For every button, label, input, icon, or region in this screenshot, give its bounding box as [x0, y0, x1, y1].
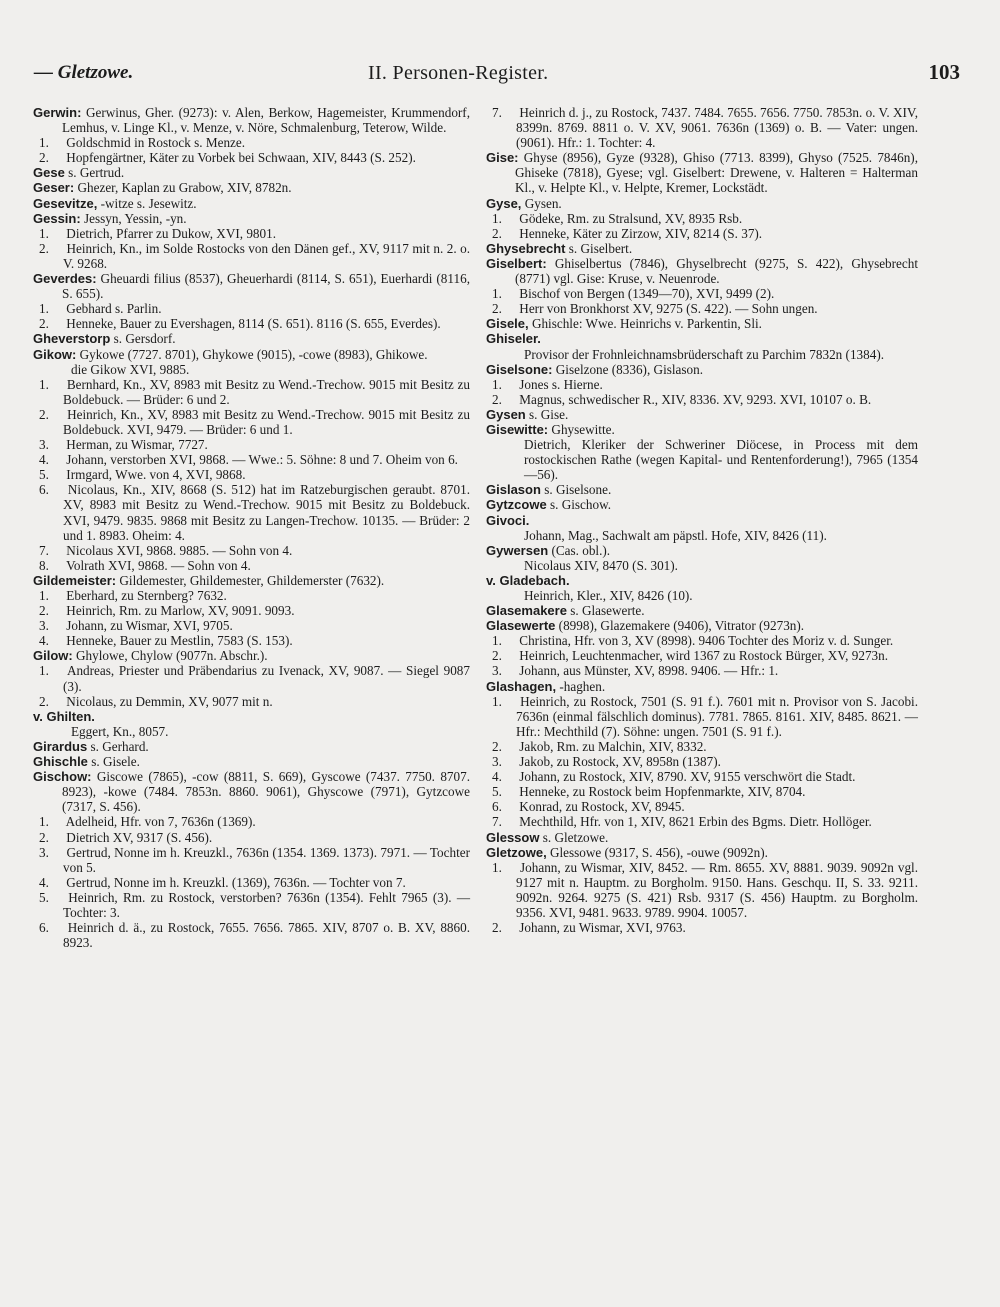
- subentry-number: 1.: [492, 859, 502, 875]
- register-entry: [486, 497, 918, 512]
- subentry-text: Jakob, zu Rostock, XV, 8958n (1387).: [519, 754, 721, 770]
- subentry-number: 2.: [492, 391, 502, 407]
- register-entry: [33, 347, 470, 573]
- entry-heading: [33, 211, 470, 226]
- subentry-number: 7.: [492, 814, 502, 830]
- entry-variants: Ghyse (8956), Gyze (9328), Ghiso (7713. 8399), Ghyso (7525. 7846n), Ghiseke (7818), Gyese; vgl. Giselbert: Drewene, v. Halteren = Halterman Kl., v. Helpte Kl., v. Helpte, Kremer, Lockstädt.: [515, 150, 918, 196]
- subentry: [33, 890, 470, 920]
- entry-headword: Gywersen: [486, 542, 549, 558]
- entry-note: Nicolaus XIV, 8470 (S. 301).: [524, 557, 678, 573]
- subentry-number: 4.: [39, 874, 49, 890]
- entry-heading: [33, 769, 470, 814]
- subentry-text: Johann, zu Wismar, XIV, 8452. — Rm. 8655. XV, 8881. 9039. 9092n vgl. 9127 mit n. Hauptm. zu Borgholm. 9150. Hans. Geschqu. II, S. 33. 9211. 9092n. 9264. 9275 (S. 421) Rsb. 9317 (S. 456) Hauptm. zu Borgholm. 9356. XVI, 9481. 9633. 9789. 9904. 10057.: [516, 859, 919, 920]
- register-entry: [486, 830, 918, 845]
- subentry-number: 8.: [39, 557, 49, 573]
- register-entry: [486, 316, 918, 331]
- subentry-text: Henneke, Käter zu Zirzow, XIV, 8214 (S. 37).: [519, 225, 763, 241]
- register-entry: [33, 648, 470, 708]
- entry-variants: (Cas. obl.).: [548, 542, 611, 558]
- subentry: [33, 135, 470, 150]
- subentry: [33, 814, 470, 829]
- running-head-title: II. Personen-Register.: [368, 62, 549, 84]
- subentry-number: 1.: [39, 663, 49, 679]
- entry-headword: v. Gladebach.: [486, 572, 570, 588]
- register-entry: [486, 196, 918, 241]
- entry-heading: [486, 422, 918, 437]
- register-entry: [33, 739, 470, 754]
- subentry: [486, 392, 918, 407]
- entry-heading: [486, 513, 918, 528]
- register-entry: [486, 603, 918, 618]
- subentry-number: 1.: [39, 814, 49, 830]
- subentry-number: 2.: [492, 648, 502, 664]
- entry-heading: [486, 618, 918, 633]
- subentry-number: 5.: [39, 889, 49, 905]
- entry-heading: [486, 241, 918, 256]
- right-column: [486, 105, 918, 935]
- subentry: [33, 482, 470, 542]
- subentry: [486, 860, 918, 920]
- subentry-number: 3.: [492, 754, 502, 770]
- register-entry: [486, 331, 918, 361]
- entry-heading: [33, 709, 470, 724]
- entry-headword: Gilow:: [33, 648, 73, 664]
- subentry-number: 3.: [39, 618, 49, 634]
- entry-heading: [33, 180, 470, 195]
- subentry-text: Dietrich XV, 9317 (S. 456).: [66, 829, 213, 845]
- subentry-number: 3.: [39, 844, 49, 860]
- subentry: [33, 663, 470, 693]
- subentry-number: 4.: [39, 452, 49, 468]
- register-entry: [486, 241, 918, 256]
- subentry: [486, 754, 918, 769]
- subentry-text: Herman, zu Wismar, 7727.: [66, 437, 208, 453]
- entry-headword: Gletzowe,: [486, 844, 547, 860]
- subentry-number: 7.: [39, 542, 49, 558]
- entry-headword: Givoci.: [486, 512, 530, 528]
- register-entry: [33, 769, 470, 950]
- subentry-number: 1.: [39, 225, 49, 241]
- register-entry: [33, 211, 470, 271]
- entry-heading: [33, 347, 470, 362]
- subentry: [33, 633, 470, 648]
- subentry: [486, 105, 918, 150]
- subentry: [33, 558, 470, 573]
- subentry-number: 2.: [492, 225, 502, 241]
- register-entry: [486, 482, 918, 497]
- subentry: [33, 845, 470, 875]
- entry-headword: Ghiseler.: [486, 331, 541, 347]
- subentry-number: 2.: [39, 316, 49, 332]
- entry-headword: Gise:: [486, 150, 519, 166]
- subentry-text: Heinrich, Rm. zu Marlow, XV, 9091. 9093.: [66, 603, 295, 619]
- entry-headword: Gheverstorp: [33, 331, 111, 347]
- subentry: [33, 588, 470, 603]
- entry-headword: Gerwin:: [33, 105, 82, 120]
- entry-variants: Ghiselbertus (7846), Ghyselbrecht (9275, S. 422), Ghysebrecht (8771) vgl. Gise: Kruse, v. Neuenrode.: [515, 255, 918, 287]
- subentry-text: Henneke, Bauer zu Evershagen, 8114 (S. 651). 8116 (S. 655, Everdes).: [66, 316, 441, 332]
- entry-variants: -haghen.: [556, 678, 606, 694]
- entry-variants: s. Gerhard.: [87, 738, 149, 754]
- entry-headword: Gisewitte:: [486, 421, 549, 437]
- subentry-number: 2.: [39, 150, 49, 166]
- register-entry: [33, 196, 470, 211]
- entry-variants: Ghysewitte.: [548, 421, 615, 437]
- entry-headword: Gildemeister:: [33, 572, 117, 588]
- entry-variants: s. Gise.: [525, 406, 569, 422]
- register-entry: [486, 407, 918, 422]
- subentry-number: 1.: [492, 210, 502, 226]
- register-entry: [33, 754, 470, 769]
- subentry: [33, 875, 470, 890]
- subentry-number: 1.: [492, 633, 502, 649]
- subentry: [33, 543, 470, 558]
- register-entry: [486, 362, 918, 407]
- subentry: [33, 377, 470, 407]
- subentry-number: 2.: [39, 693, 49, 709]
- subentry-number: 6.: [492, 799, 502, 815]
- subentry: [486, 633, 918, 648]
- subentry-text: Gödeke, Rm. zu Stralsund, XV, 8935 Rsb.: [519, 210, 743, 226]
- subentry: [486, 211, 918, 226]
- subentry-text: Johann, zu Wismar, XVI, 9705.: [66, 618, 233, 634]
- subentry-text: Johann, verstorben XVI, 9868. — Wwe.: 5. Söhne: 8 und 7. Oheim von 6.: [66, 452, 458, 468]
- subentry-text: Heinrich d. j., zu Rostock, 7437. 7484. 7655. 7656. 7750. 7853n. o. V. XIV, 8399n. 8769. 8811 o. V. XV, 9061. 7636n (1369) o. B. — Vater: ungen. (9061). Hfr.: 1. Tochter: 4.: [516, 105, 919, 151]
- entry-heading: [33, 648, 470, 663]
- subentry-text: Herr von Bronkhorst XV, 9275 (S. 422). — Sohn ungen.: [519, 301, 818, 317]
- subentry: [486, 226, 918, 241]
- entry-headword: Glasewerte: [486, 618, 556, 634]
- entry-headword: Gikow:: [33, 346, 77, 362]
- subentry: [33, 407, 470, 437]
- subentry-number: 2.: [39, 406, 49, 422]
- register-entry: [486, 150, 918, 195]
- subentry-number: 6.: [39, 482, 49, 498]
- subentry-text: Heinrich, Leuchtenmacher, wird 1367 zu Rostock Bürger, XV, 9273n.: [519, 648, 889, 664]
- left-column: [33, 105, 470, 950]
- subentry-text: Nicolaus XVI, 9868. 9885. — Sohn von 4.: [66, 542, 293, 558]
- entry-note: Johann, Mag., Sachwalt am päpstl. Hofe, XIV, 8426 (11).: [524, 527, 827, 543]
- subentry-text: Mechthild, Hfr. von 1, XIV, 8621 Erbin des Bgms. Dietr. Hollöger.: [519, 814, 872, 830]
- entry-headword: Gisele,: [486, 316, 529, 332]
- subentry-text: Adelheid, Hfr. von 7, 7636n (1369).: [65, 814, 256, 830]
- subentry-text: Heinrich, zu Rostock, 7501 (S. 91 f.). 7601 mit n. Provisor von S. Jacobi. 7636n (einmal fälschlich dominus). 7781. 7865. 8161. XIV, 8485. 8621. — Hfr.: Mechthild (7). Söhne: ungen. 7501 (S. 91 f.).: [516, 693, 919, 739]
- subentry-text: Irmgard, Wwe. von 4, XVI, 9868.: [66, 467, 246, 483]
- entry-heading: [33, 165, 470, 180]
- entry-heading: [486, 679, 918, 694]
- register-entry: [33, 573, 470, 648]
- subentry-number: 5.: [492, 784, 502, 800]
- entry-variants: Ghischle: Wwe. Heinrichs v. Parkentin, Sli.: [528, 316, 762, 332]
- subentry: [486, 663, 918, 678]
- subentry: [33, 830, 470, 845]
- entry-headword: Gysen: [486, 406, 526, 422]
- subentry-text: Gertrud, Nonne im h. Kreuzkl., 7636n (1354. 1369. 1373). 7971. — Tochter von 5.: [63, 844, 470, 875]
- subentry-text: Nicolaus, Kn., XIV, 8668 (S. 512) hat im Ratzeburgischen geraubt. 8701. XV, 8983 mit Besitz zu Wend.-Trechow. 9015 mit Besitz zu Boldebuck. XVI, 9479. 9835. 9868 mit Besitz zu Langen-Trechow. 10135. — Brüder: 2 und 1. 8983. Oheim: 4.: [63, 482, 471, 543]
- page-number: 103: [928, 60, 960, 84]
- entry-variants: Gykowe (7727. 8701), Ghykowe (9015), -cowe (8983), Ghikowe.: [76, 346, 428, 362]
- subentry-text: Andreas, Priester und Präbendarius zu Ivenack, XV, 9087. — Siegel 9087 (3).: [63, 663, 470, 694]
- subentry: [486, 694, 918, 739]
- subentry-number: 4.: [492, 769, 502, 785]
- entry-variants: Ghezer, Kaplan zu Grabow, XIV, 8782n.: [74, 180, 292, 196]
- subentry-text: Dietrich, Pfarrer zu Dukow, XVI, 9801.: [66, 225, 277, 241]
- entry-heading: [486, 573, 918, 588]
- subentry-number: 2.: [39, 240, 49, 256]
- entry-variants: s. Gischow.: [546, 497, 612, 513]
- register-entry: [486, 679, 918, 830]
- entry-heading: [486, 150, 918, 195]
- subentry: [33, 618, 470, 633]
- subentry-text: Jakob, Rm. zu Malchin, XIV, 8332.: [519, 738, 707, 754]
- entry-heading: [486, 362, 918, 377]
- entry-variants: -witze s. Jesewitz.: [97, 195, 197, 211]
- entry-headword: Giselbert:: [486, 255, 547, 271]
- register-entry: [33, 165, 470, 180]
- entry-note: die Gikow XVI, 9885.: [71, 361, 190, 377]
- entry-note: Heinrich, Kler., XIV, 8426 (10).: [524, 588, 693, 603]
- register-entry: [486, 845, 918, 936]
- subentry-text: Magnus, schwedischer R., XIV, 8336. XV, 9293. XVI, 10107 o. B.: [519, 391, 872, 407]
- register-entry: [486, 573, 918, 603]
- entry-variants: s. Giselbert.: [565, 240, 633, 256]
- subentry-number: 1.: [39, 135, 49, 151]
- subentry: [486, 301, 918, 316]
- subentry: [33, 241, 470, 271]
- subentry: [33, 694, 470, 709]
- subentry-text: Heinrich, Rm. zu Rostock, verstorben? 7636n (1354). Fehlt 7965 (3). — Tochter: 3.: [63, 889, 471, 920]
- subentry: [486, 814, 918, 829]
- entry-heading: [486, 407, 918, 422]
- subentry-number: 1.: [39, 588, 49, 603]
- subentry-number: 4.: [39, 633, 49, 649]
- subentry-number: 2.: [492, 301, 502, 317]
- entry-note: Dietrich, Kleriker der Schweriner Diöcese, in Process mit dem rostockischen Rathe (wegen Kapital- und Rentenforderung!), 7965 (1354—56).: [524, 437, 918, 483]
- subentry-text: Johann, aus Münster, XV, 8998. 9406. — Hfr.: 1.: [519, 663, 779, 679]
- subentry: [33, 467, 470, 482]
- entry-heading: [486, 830, 918, 845]
- entry-variants: s. Giselsone.: [540, 482, 612, 498]
- entry-heading: [33, 271, 470, 301]
- subentry: [486, 769, 918, 784]
- entry-headword: Ghischle: [33, 754, 88, 770]
- subentry-number: 1.: [492, 693, 502, 709]
- subentry: [486, 784, 918, 799]
- entry-variants: Glessowe (9317, S. 456), -ouwe (9092n).: [546, 844, 768, 860]
- entry-note: Provisor der Frohnleichnamsbrüderschaft zu Parchim 7832n (1384).: [524, 346, 885, 362]
- subentry: [33, 437, 470, 452]
- entry-headword: Glessow: [486, 829, 540, 845]
- subentry: [486, 286, 918, 301]
- subentry-text: Christina, Hfr. von 3, XV (8998). 9406 Tochter des Moriz v. d. Sunger.: [519, 633, 894, 649]
- entry-variants: Gildemester, Ghildemester, Ghildemerster (7632).: [116, 572, 385, 588]
- subentry: [486, 648, 918, 663]
- entry-heading: [486, 543, 918, 558]
- subentry: [486, 377, 918, 392]
- subentry-text: Bischof von Bergen (1349—70), XVI, 9499 (2).: [519, 286, 775, 302]
- subentry-number: 2.: [39, 829, 49, 845]
- register-entry: [486, 513, 918, 543]
- subentry-number: 7.: [492, 105, 502, 120]
- entry-variants: Jessyn, Yessin, -yn.: [80, 210, 187, 226]
- entry-headword: Geverdes:: [33, 271, 97, 287]
- subentry-number: 5.: [39, 467, 49, 483]
- subentry-number: 2.: [39, 603, 49, 619]
- entry-variants: Giscowe (7865), -cow (8811, S. 669), Gyscowe (7437. 7750. 8707. 8923), -kowe (7484. 7853n. 8860. 9061), Ghyscowe (7971), Gytzcowe (7317, S. 456).: [62, 769, 470, 815]
- entry-heading: [33, 331, 470, 346]
- subentry-number: 1.: [39, 376, 49, 392]
- subentry: [33, 226, 470, 241]
- entry-headword: Glashagen,: [486, 678, 557, 694]
- subentry-text: Gebhard s. Parlin.: [66, 301, 162, 317]
- subentry-text: Henneke, Bauer zu Mestlin, 7583 (S. 153).: [66, 633, 293, 649]
- entry-variants: s. Gertrud.: [64, 165, 125, 181]
- entry-headword: Ghysebrecht: [486, 240, 566, 256]
- subentry: [33, 452, 470, 467]
- subentry-number: 3.: [39, 437, 49, 453]
- entry-headword: Gislason: [486, 482, 541, 498]
- entry-headword: Gytzcowe: [486, 497, 547, 513]
- subentry-text: Goldschmid in Rostock s. Menze.: [66, 135, 246, 151]
- register-entry: [33, 709, 470, 739]
- subentry-number: 2.: [492, 920, 502, 936]
- entry-headword: Gischow:: [33, 769, 92, 785]
- entry-headword: Girardus: [33, 738, 88, 754]
- register-entry: [486, 543, 918, 573]
- entry-headword: Gese: [33, 165, 65, 181]
- entry-variants: Ghylowe, Chylow (9077n. Abschr.).: [72, 648, 268, 664]
- entry-headword: v. Ghilten.: [33, 708, 95, 724]
- entry-variants: s. Glasewerte.: [566, 603, 645, 619]
- entry-heading: [486, 482, 918, 497]
- subentry: [486, 739, 918, 754]
- register-entry: [33, 180, 470, 195]
- running-head-left: — Gletzowe.: [34, 62, 134, 83]
- entry-headword: Gyse,: [486, 195, 522, 211]
- entry-variants: (8998), Glazemakere (9406), Vitrator (9273n).: [555, 618, 805, 634]
- register-entry: [486, 256, 918, 316]
- entry-heading: [486, 316, 918, 331]
- subentry-text: Heinrich, Kn., XV, 8983 mit Besitz zu Wend.-Trechow. 9015 mit Besitz zu Boldebuck. XVI, 9479. — Brüder: 6 und 1.: [63, 406, 470, 437]
- subentry: [33, 301, 470, 316]
- subentry-text: Jones s. Hierne.: [519, 376, 603, 392]
- subentry-text: Gertrud, Nonne im h. Kreuzkl. (1369), 7636n. — Tochter von 7.: [66, 874, 406, 890]
- entry-variants: s. Gletzowe.: [539, 829, 609, 845]
- subentry-text: Heinrich d. ä., zu Rostock, 7655. 7656. 7865. XIV, 8707 o. B. XV, 8860. 8923.: [63, 920, 471, 951]
- entry-heading: [486, 331, 918, 346]
- register-entry: [486, 618, 918, 678]
- entry-headword: Geser:: [33, 180, 75, 196]
- subentry-text: Konrad, zu Rostock, XV, 8945.: [519, 799, 685, 815]
- subentry-text: Heinrich, Kn., im Solde Rostocks von den Dänen gef., XV, 9117 mit n. 2. o. V. 9268.: [63, 240, 471, 271]
- entry-heading: [486, 196, 918, 211]
- page-header: [34, 62, 960, 86]
- entry-variants: s. Gisele.: [87, 754, 140, 770]
- entry-headword: Giselsone:: [486, 361, 553, 377]
- subentry-text: Johann, zu Rostock, XIV, 8790. XV, 9155 verschwört die Stadt.: [519, 769, 856, 785]
- register-entry: [33, 271, 470, 331]
- entry-heading: [486, 845, 918, 860]
- subentry-text: Hopfengärtner, Käter zu Vorbek bei Schwaan, XIV, 8443 (S. 252).: [66, 150, 416, 166]
- entry-variants: Gheuardi filius (8537), Gheuerhardi (8114, S. 651), Euerhardi (8116, S. 655).: [62, 271, 470, 302]
- subentry-text: Eberhard, zu Sternberg? 7632.: [66, 588, 227, 603]
- entry-note: Eggert, Kn., 8057.: [71, 723, 169, 739]
- entry-headword: Glasemakere: [486, 603, 567, 619]
- register-entry: [486, 422, 918, 482]
- register-entry: [33, 331, 470, 346]
- subentry: [33, 316, 470, 331]
- subentry-number: 1.: [492, 286, 502, 302]
- subentry-number: 3.: [492, 663, 502, 679]
- subentry-number: 2.: [492, 738, 502, 754]
- subentry-number: 6.: [39, 920, 49, 936]
- entry-variants: Giselzone (8336), Gislason.: [552, 361, 703, 377]
- subentry-text: Volrath XVI, 9868. — Sohn von 4.: [66, 557, 251, 573]
- entry-headword: Gessin:: [33, 210, 81, 226]
- register-entry: [486, 105, 918, 150]
- entry-heading: [486, 497, 918, 512]
- subentry-text: Nicolaus, zu Demmin, XV, 9077 mit n.: [66, 693, 273, 709]
- subentry-text: Bernhard, Kn., XV, 8983 mit Besitz zu Wend.-Trechow. 9015 mit Besitz zu Boldebuck. — Brüder: 6 und 2.: [63, 376, 471, 407]
- subentry-text: Henneke, zu Rostock beim Hopfenmarkte, XIV, 8704.: [519, 784, 806, 800]
- subentry: [33, 150, 470, 165]
- entry-variants: s. Gersdorf.: [110, 331, 176, 347]
- entry-heading: [33, 573, 470, 588]
- subentry-text: Johann, zu Wismar, XVI, 9763.: [519, 920, 686, 936]
- subentry: [486, 799, 918, 814]
- entry-heading: [33, 754, 470, 769]
- subentry: [33, 920, 470, 950]
- subentry-number: 1.: [39, 301, 49, 317]
- subentry: [486, 920, 918, 935]
- entry-heading: [486, 256, 918, 286]
- subentry: [33, 603, 470, 618]
- entry-variants: Gysen.: [521, 195, 562, 211]
- entry-heading: [33, 739, 470, 754]
- register-entry: [33, 105, 470, 165]
- subentry-number: 1.: [492, 376, 502, 392]
- entry-heading: [33, 196, 470, 211]
- entry-heading: [33, 105, 470, 135]
- entry-variants: Gerwinus, Gher. (9273): v. Alen, Berkow, Hagemeister, Krummendorf, Lemhus, v. Linge Kl., v. Menze, v. Nöre, Schmalenburg, Teterow, Wilde.: [62, 105, 470, 136]
- entry-headword: Gesevitze,: [33, 195, 98, 211]
- entry-heading: [486, 603, 918, 618]
